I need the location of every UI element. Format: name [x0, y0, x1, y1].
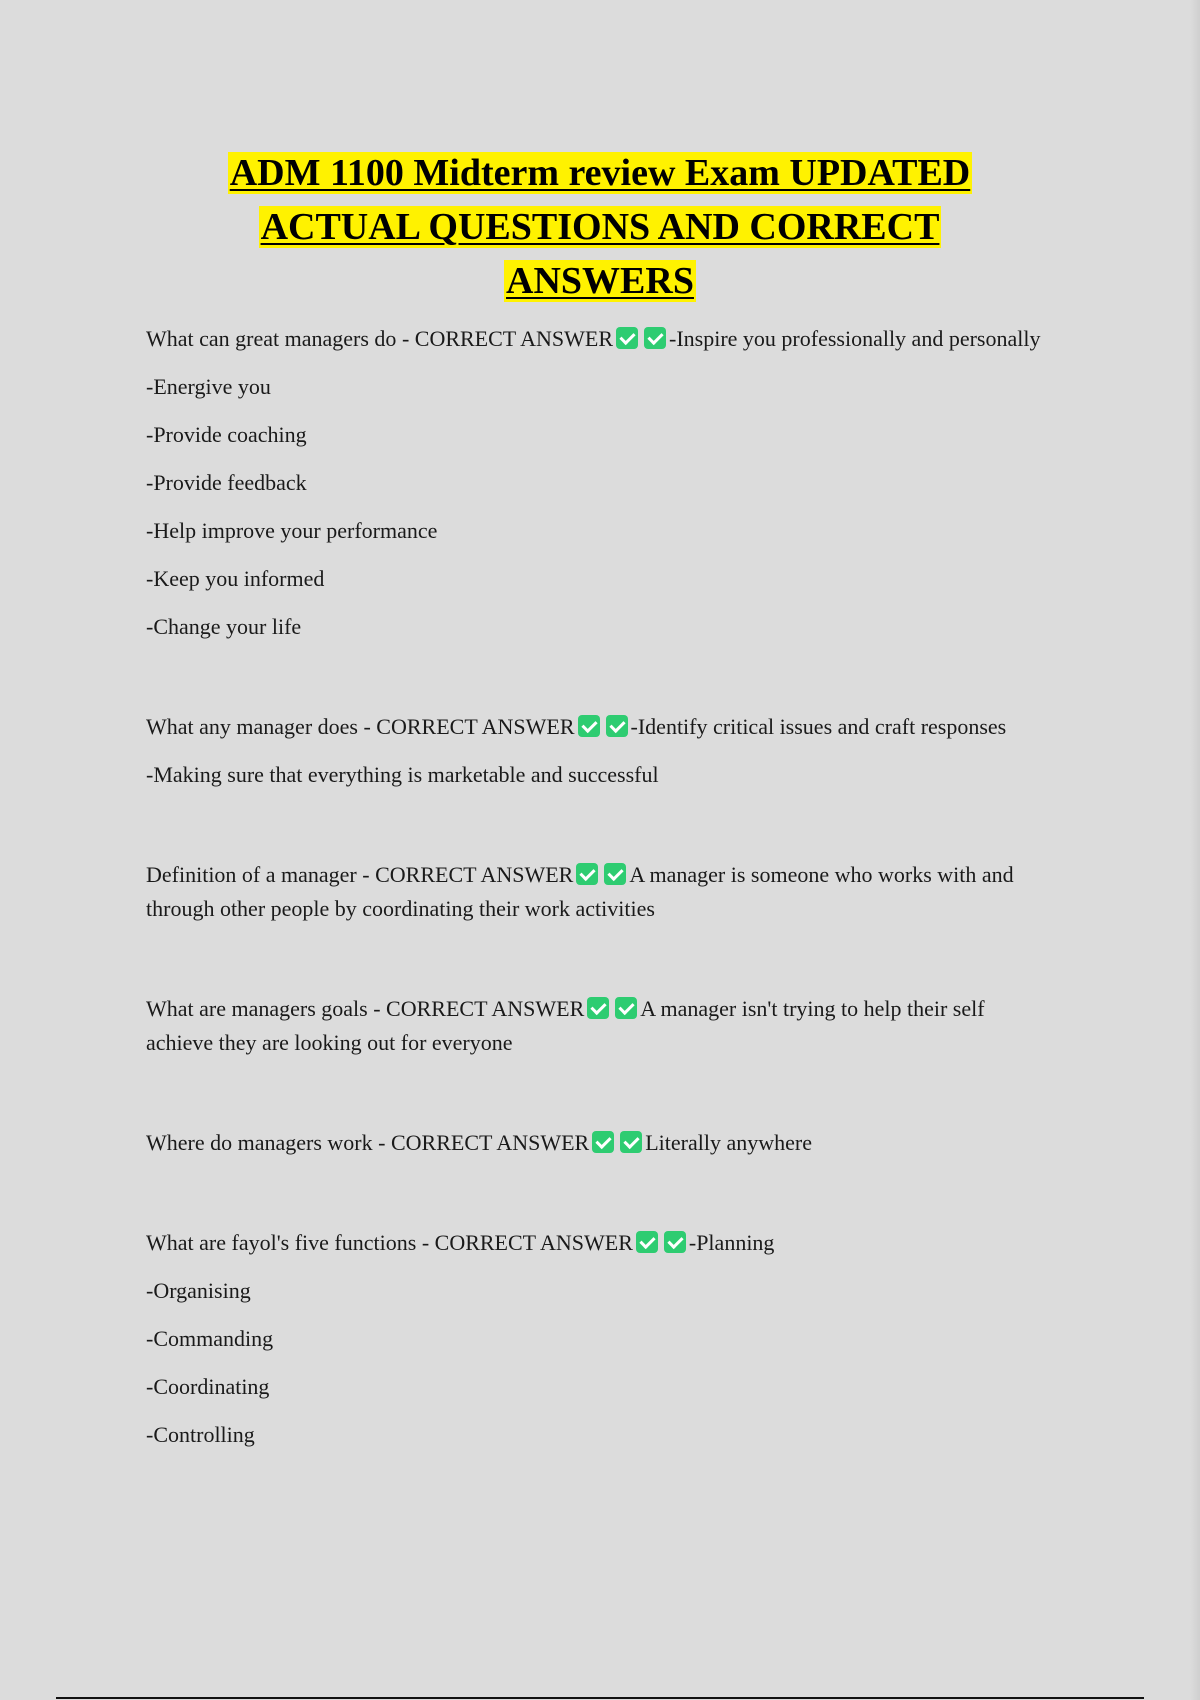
check-icon	[606, 715, 628, 737]
title-line-2: ACTUAL QUESTIONS AND CORRECT	[260, 206, 940, 248]
answer-item: -Making sure that everything is marketable and successful	[146, 762, 659, 787]
question-text: What are fayol's five functions	[146, 1230, 417, 1255]
check-icon	[615, 997, 637, 1019]
title-line-1: ADM 1100 Midterm review Exam UPDATED	[229, 152, 971, 194]
check-icon	[576, 863, 598, 885]
qa-question-line	[146, 1226, 1046, 1260]
answer-item: -Commanding	[146, 1326, 274, 1351]
question-text: What can great managers do	[146, 326, 397, 351]
qa-item	[146, 1226, 1046, 1452]
document-title	[145, 146, 1055, 308]
qa-question-line	[146, 858, 1046, 926]
check-icon	[644, 327, 666, 349]
answer-text: -Planning	[688, 1230, 775, 1255]
page-edge-shadow	[1190, 0, 1200, 1700]
check-icon	[592, 1131, 614, 1153]
answer-text: A manager is someone who works with and through other people by coordinating their work activities	[146, 862, 1014, 921]
footer-rule	[56, 1697, 1144, 1699]
correct-answer-marker: - CORRECT ANSWER	[378, 1130, 590, 1155]
answer-item: -Coordinating	[146, 1374, 270, 1399]
qa-item	[146, 1126, 1046, 1160]
qa-item	[146, 710, 1046, 792]
question-text: Definition of a manager	[146, 862, 357, 887]
correct-answer-marker: - CORRECT ANSWER	[421, 1230, 633, 1255]
answer-text: -Identify critical issues and craft responses	[630, 714, 1007, 739]
answer-text: -Inspire you professionally and personally	[669, 326, 1041, 351]
question-text: Where do managers work	[146, 1130, 373, 1155]
answer-text: Literally anywhere	[645, 1130, 812, 1155]
answer-item: -Controlling	[146, 1422, 255, 1447]
qa-item	[146, 858, 1046, 926]
qa-question-line	[146, 992, 1046, 1060]
title-line-3: ANSWERS	[506, 260, 694, 302]
correct-answer-marker: - CORRECT ANSWER	[362, 862, 574, 887]
check-icon	[664, 1231, 686, 1253]
answer-item: -Keep you informed	[146, 566, 325, 591]
check-icon	[636, 1231, 658, 1253]
correct-answer-marker: - CORRECT ANSWER	[401, 326, 613, 351]
qa-question-line	[146, 1126, 1046, 1160]
check-icon	[578, 715, 600, 737]
answer-text: A manager isn't trying to help their self achieve they are looking out for everyone	[146, 996, 985, 1055]
qa-question-line	[146, 710, 1046, 744]
qa-item	[146, 322, 1046, 644]
check-icon	[620, 1131, 642, 1153]
check-icon	[616, 327, 638, 349]
answer-item: -Provide coaching	[146, 422, 307, 447]
question-text: What are managers goals	[146, 996, 368, 1021]
answer-item: -Help improve your performance	[146, 518, 438, 543]
qa-item	[146, 992, 1046, 1060]
check-icon	[587, 997, 609, 1019]
question-text: What any manager does	[146, 714, 358, 739]
answer-item: -Provide feedback	[146, 470, 307, 495]
correct-answer-marker: - CORRECT ANSWER	[373, 996, 585, 1021]
answer-item: -Energive you	[146, 374, 271, 399]
check-icon	[604, 863, 626, 885]
answer-item: -Change your life	[146, 614, 302, 639]
qa-list	[146, 322, 1046, 1466]
qa-question-line	[146, 322, 1046, 356]
answer-item: -Organising	[146, 1278, 251, 1303]
correct-answer-marker: - CORRECT ANSWER	[363, 714, 575, 739]
